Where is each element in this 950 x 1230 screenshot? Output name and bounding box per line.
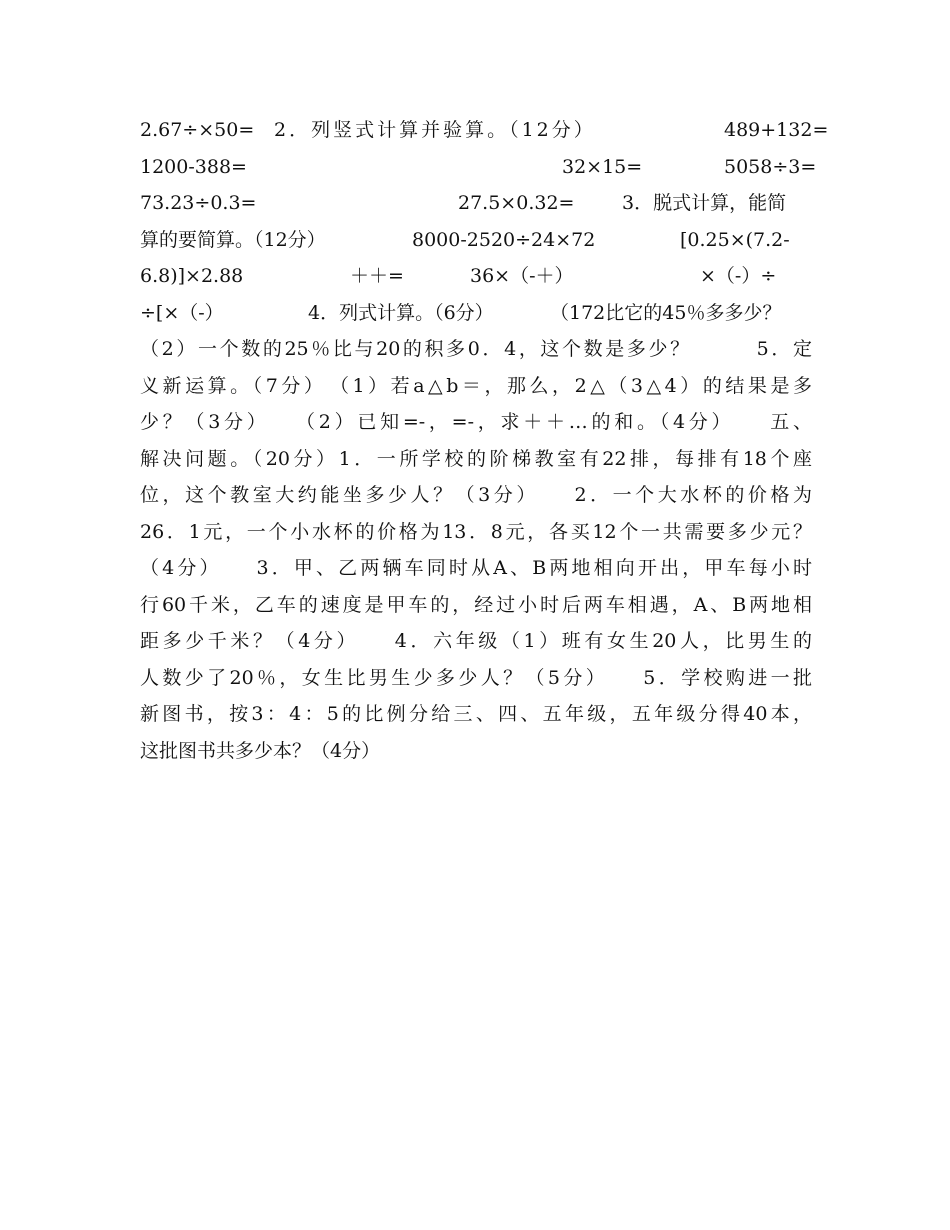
text-segment: [0.25×(7.2- — [680, 228, 790, 251]
text-segment: 27.5×0.32= — [458, 192, 575, 214]
text-segment: 义新运算。（7分） （1）若a△b＝，那么，2△（3△4）的结果是多 — [140, 374, 812, 397]
text-segment: 解决问题。（20分）1．一所学校的阶梯教室有22排，每排有18个座 — [140, 447, 812, 470]
text-segment: （172比它的45％多多少？ — [550, 301, 782, 324]
text-segment: （4分） 3．甲、乙两辆车同时从A、B两地相向开出，甲车每小时 — [140, 557, 812, 579]
text-line — [140, 550, 820, 587]
text-segment: 3．脱式计算，能简 — [622, 192, 787, 214]
text-line — [140, 404, 820, 441]
text-segment: 2．列竖式计算并验算。（12分） — [274, 119, 596, 141]
text-line — [140, 185, 820, 222]
text-segment: （2）一个数的25％比与20的积多0．4，这个数是多少？ 5．定 — [140, 338, 812, 360]
text-segment: 26．1元，一个小水杯的价格为13．8元，各买12个一共需要多少元？ — [140, 520, 812, 543]
text-line — [140, 368, 820, 405]
text-segment: 1200-388= — [140, 155, 247, 178]
text-segment: 8000-2520÷24×72 — [412, 228, 596, 251]
text-segment: 36×（-＋） — [470, 265, 574, 287]
text-segment: 新图书，按3：4：5的比例分给三、四、五年级，五年级分得40本， — [140, 703, 812, 725]
text-line — [140, 295, 820, 332]
text-segment: 位，这个教室大约能坐多少人？（3分） 2．一个大水杯的价格为 — [140, 484, 812, 506]
text-line — [140, 331, 820, 368]
text-segment: 少？（3分） （2）已知=-，=-，求＋＋…的和。（4分） 五、 — [140, 411, 812, 433]
text-segment: 73.23÷0.3= — [140, 192, 257, 214]
text-line — [140, 222, 820, 259]
text-segment: 5058÷3= — [724, 155, 817, 178]
text-line — [140, 477, 820, 514]
text-line — [140, 696, 820, 733]
text-segment: 2.67÷×50= — [140, 119, 255, 141]
text-segment: 算的要简算。（12分） — [140, 228, 326, 251]
text-line — [140, 733, 820, 770]
text-line — [140, 587, 820, 624]
text-line — [140, 623, 820, 660]
text-segment: 这批图书共多少本？（4分） — [140, 739, 381, 762]
text-segment: 489+132= — [724, 119, 829, 141]
text-segment: ÷[×（-） — [140, 301, 224, 324]
text-line — [140, 258, 820, 295]
text-segment: ×（-）÷ — [700, 265, 777, 287]
text-line — [140, 660, 820, 697]
text-line — [140, 112, 829, 149]
text-segment: 人数少了20％，女生比男生少多少人？（5分） 5．学校购进一批 — [140, 666, 812, 689]
text-segment: 32×15= — [562, 155, 643, 178]
text-line — [140, 441, 820, 478]
text-segment: 6.8)]×2.88 — [140, 265, 244, 287]
text-segment: 距多少千米？（4分） 4．六年级（1）班有女生20人，比男生的 — [140, 630, 812, 652]
text-segment: 4．列式计算。（6分） — [308, 301, 494, 324]
text-line — [140, 149, 820, 186]
text-segment: 行60千米，乙车的速度是甲车的，经过小时后两车相遇，A、B两地相 — [140, 593, 812, 616]
text-line — [140, 514, 820, 551]
text-segment: ＋＋= — [350, 265, 404, 287]
document-body — [140, 112, 829, 769]
